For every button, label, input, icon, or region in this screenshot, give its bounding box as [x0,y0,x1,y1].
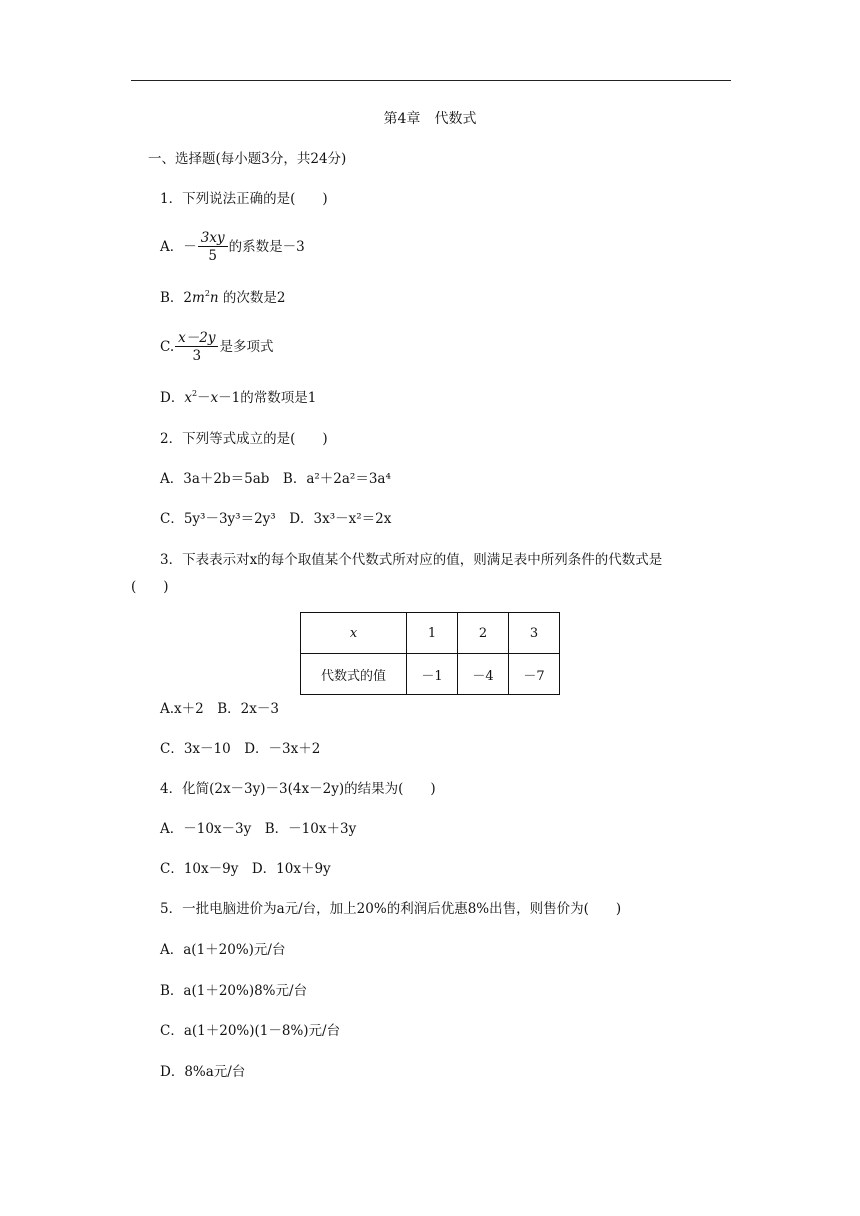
q1-c-suffix: 是多项式 [219,339,274,355]
q3-stem-line1: 3．下表表示对x的每个取值某个代数式所对应的值，则满足表中所列条件的代数式是 [160,552,663,568]
q1-stem: 1．下列说法正确的是( ) [160,191,328,207]
q5-stem: 5．一批电脑进价为a元/台，加上20%的利润后优惠8%出售，则售价为( ) [160,901,622,917]
q1-option-b [160,289,286,307]
q3-stem-line2: ( ) [131,579,169,595]
q3-option-d: D．－3x＋2 [244,741,321,757]
table-row [301,613,560,654]
q3-option-b: B．2x－3 [217,701,279,717]
q1-c-fraction [175,330,218,365]
q4-option-c: C．10x－9y [160,861,239,877]
table-header-label: x [301,613,407,654]
q1-d-prefix: D． [160,390,185,406]
q1-a-fraction [198,230,228,265]
table-row-label: 代数式的值 [301,654,407,695]
q4-option-a: A．－10x－3y [160,821,252,837]
q1-c-prefix: C. [160,339,175,355]
q4-stem: 4．化简(2x－3y)－3(4x－2y)的结果为( ) [160,781,436,797]
q5-option-c: C．a(1＋20%)(1－8%)元/台 [160,1023,341,1039]
q1-a-numerator: 3xy [198,230,228,247]
q5-option-b: B．a(1＋20%)8%元/台 [160,983,308,999]
q1-d-exponent: 2 [191,388,198,398]
q3-options-cd [160,740,320,758]
q5-option-a: A．a(1＋20%)元/台 [160,942,286,958]
q1-option-d [160,389,316,407]
q2-option-c: C．5y³－3y³＝2y³ [160,511,276,527]
q1-a-denominator: 5 [208,248,217,264]
table-header-cell: 2 [458,613,509,654]
q1-c-numerator: x－2y [175,330,218,347]
q3-options-ab [160,700,279,718]
q2-options-ab [160,470,391,488]
q2-option-b: B．a²＋2a²＝3a⁴ [282,471,391,487]
table-cell: －1 [407,654,458,695]
section-title: 一、选择题(每小题3分，共24分) [148,151,347,167]
q1-b-n: n [209,290,219,306]
table-header-cell: 1 [407,613,458,654]
chapter-title: 第4章 代数式 [383,111,477,127]
q4-options-cd [160,860,331,878]
header-rule [131,80,731,81]
q1-b-exponent: 2 [204,288,210,298]
table-header-cell: 3 [509,613,560,654]
q3-option-c: C．3x－10 [160,741,231,757]
q2-stem: 2．下列等式成立的是( ) [160,431,328,447]
table-row [301,654,560,695]
q1-b-suffix: 的次数是2 [218,290,286,306]
table-cell: －7 [509,654,560,695]
q4-option-d: D．10x＋9y [251,861,331,877]
q4-options-ab [160,820,356,838]
q1-d-x2: x [210,390,219,406]
q1-a-suffix: 的系数是－3 [228,239,305,255]
q1-option-c [160,330,273,365]
q5-option-d: D．8%a元/台 [160,1064,246,1080]
q1-d-x: x [184,390,192,406]
q2-options-cd [160,510,391,528]
q1-d-mid: － [197,390,211,406]
q3-option-a: A.x＋2 [160,701,204,717]
q1-b-m: m [192,290,205,306]
q1-a-prefix: A．－ [160,239,197,255]
q1-d-suffix: －1的常数项是1 [218,390,317,406]
q1-b-prefix: B．2 [160,290,193,306]
table-cell: －4 [458,654,509,695]
q1-option-a [160,230,305,265]
q2-option-a: A．3a＋2b＝5ab [160,471,270,487]
q2-option-d: D．3x³－x²＝2x [289,511,392,527]
q3-value-table [300,612,560,695]
q1-c-denominator: 3 [192,348,202,364]
q4-option-b: B．－10x＋3y [264,821,357,837]
